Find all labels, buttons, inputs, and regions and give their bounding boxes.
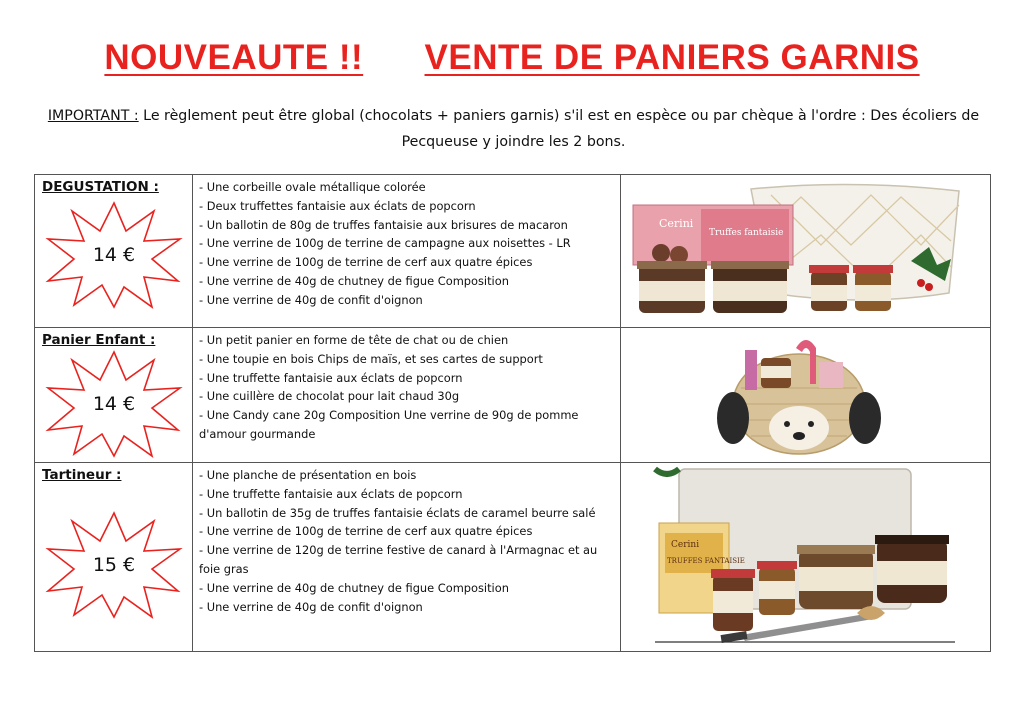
table-row	[35, 328, 991, 463]
list-item: - Une corbeille ovale métallique colorée	[199, 180, 426, 194]
basket-name-cell	[35, 463, 193, 652]
basket-contents-cell	[193, 328, 621, 463]
list-item: - Une truffette fantaisie aux éclats de popcorn	[199, 486, 463, 501]
price-burst	[44, 511, 184, 619]
price-label: 15 €	[92, 554, 136, 576]
item-list	[193, 463, 620, 616]
important-label: IMPORTANT :	[47, 108, 139, 124]
list-item: - Un ballotin de 35g de truffes fantaisie éclats de caramel beurre salé	[199, 505, 596, 520]
page-title	[0, 38, 1024, 78]
basket-photo	[621, 175, 990, 327]
basket-name: DEGUSTATION :	[42, 179, 159, 195]
kids-basket-image	[621, 328, 989, 458]
list-item: - Deux truffettes fantaisie aux éclats de popcorn	[199, 198, 476, 213]
list-item: - Une Candy cane 20g Composition Une verrine de 90g de pomme d'amour gourmande	[199, 408, 579, 441]
price-label: 14 €	[92, 244, 136, 266]
table-row	[35, 463, 991, 652]
list-item: - Une verrine de 40g de confit d'oignon	[199, 292, 423, 307]
price-burst	[44, 350, 184, 458]
list-item: - Une verrine de 40g de confit d'oignon	[199, 599, 423, 614]
list-item: - Une verrine de 100g de terrine de campagne aux noisettes - LR	[199, 236, 571, 251]
table-row	[35, 175, 991, 328]
basket-photo-cell	[621, 175, 991, 328]
basket-name: Panier Enfant :	[42, 332, 156, 348]
list-item: - Une verrine de 40g de chutney de figue Composition	[199, 580, 509, 595]
list-item: - Une verrine de 100g de terrine de cerf aux quatre épices	[199, 524, 533, 539]
list-item: - Une verrine de 100g de terrine de cerf aux quatre épices	[199, 255, 533, 270]
baskets-table	[34, 174, 991, 652]
box-brand: Cerini	[659, 217, 694, 230]
basket-contents-cell	[193, 175, 621, 328]
list-item: - Une verrine de 120g de terrine festive de canard à l'Armagnac et au foie gras	[199, 543, 598, 576]
box-label: Truffes fantaisie	[709, 228, 784, 238]
box-brand: Cerini	[671, 540, 700, 550]
intro-text: Le règlement peut être global (chocolats + paniers garnis) s'il est en espèce ou par chèque à l'ordre : Des écoliers de Pecqueuse y joindre les 2 bons.	[138, 108, 980, 150]
title-sale: VENTE DE PANIERS GARNIS	[424, 38, 920, 77]
list-item: - Un petit panier en forme de tête de chat ou de chien	[199, 333, 509, 347]
list-item: - Un ballotin de 80g de truffes fantaisie aux brisures de macaron	[199, 217, 568, 232]
item-list	[193, 328, 620, 444]
basket-name-cell	[35, 175, 193, 328]
degustation-basket-image	[621, 175, 989, 323]
list-item: - Une planche de présentation en bois	[199, 468, 417, 482]
title-new: NOUVEAUTE !!	[104, 38, 364, 77]
price-label: 14 €	[92, 393, 136, 415]
basket-contents-cell	[193, 463, 621, 652]
price-burst	[44, 201, 184, 309]
basket-photo	[621, 463, 990, 651]
item-list	[193, 175, 620, 310]
basket-name: Tartineur :	[42, 467, 122, 483]
basket-photo	[621, 328, 990, 462]
basket-name-cell	[35, 328, 193, 463]
basket-photo-cell	[621, 463, 991, 652]
basket-photo-cell	[621, 328, 991, 463]
box-label: TRUFFES FANTAISIE	[667, 557, 745, 565]
tartineur-basket-image	[621, 463, 989, 647]
list-item: - Une cuillère de chocolat pour lait chaud 30g	[199, 389, 460, 404]
list-item: - Une verrine de 40g de chutney de figue Composition	[199, 273, 509, 288]
list-item: - Une truffette fantaisie aux éclats de popcorn	[199, 370, 463, 385]
intro-paragraph	[36, 103, 991, 155]
list-item: - Une toupie en bois Chips de maïs, et ses cartes de support	[199, 351, 543, 366]
